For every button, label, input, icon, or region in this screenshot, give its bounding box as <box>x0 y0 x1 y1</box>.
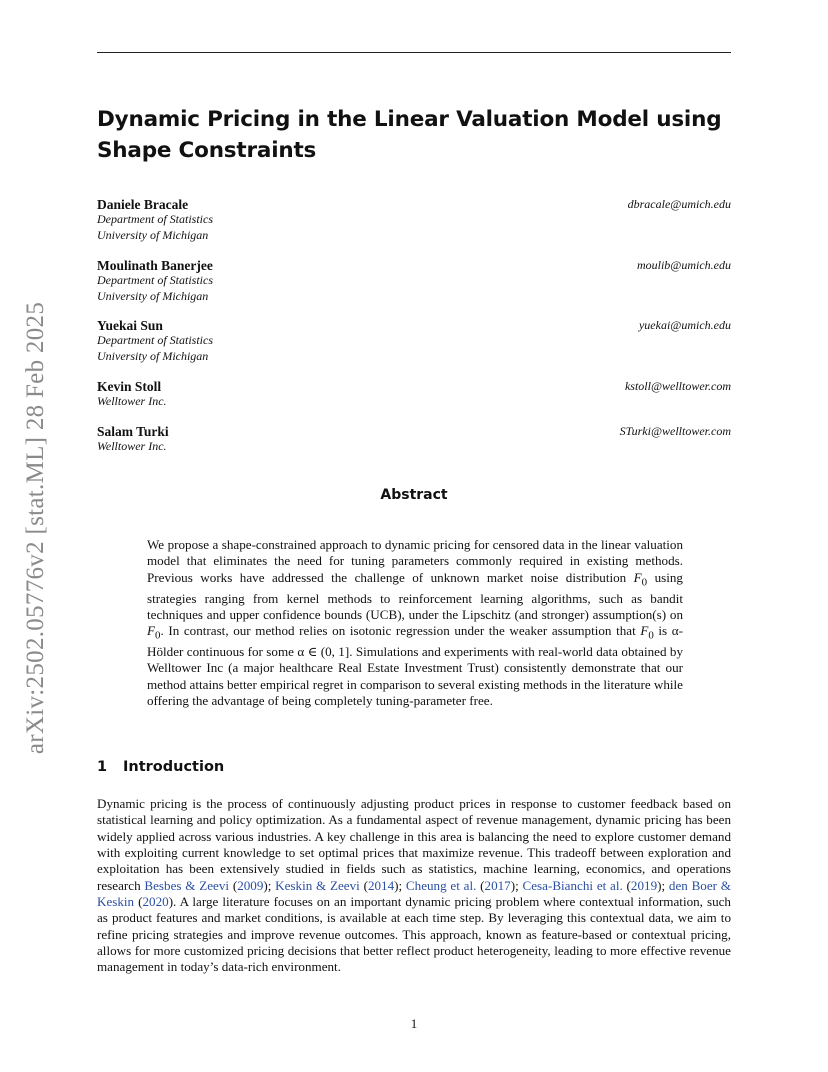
author-affiliation: University of Michigan <box>97 288 209 303</box>
math-symbol: F <box>147 623 155 639</box>
citation-link[interactable]: Cesa-Bianchi et al. <box>522 877 623 893</box>
author-entry <box>97 318 731 364</box>
arxiv-identifier[interactable]: arXiv:2502.05776v2 [stat.ML] 28 Feb 2025 <box>22 301 49 755</box>
author-email[interactable]: yuekai@umich.edu <box>638 318 731 332</box>
author-affiliation: Department of Statistics <box>97 333 213 347</box>
author-affiliation: University of Michigan <box>97 227 209 242</box>
citation-year-link[interactable]: 2019 <box>630 877 658 893</box>
math-symbol: F <box>640 623 649 639</box>
citation-year-link[interactable]: 2020 <box>142 894 169 910</box>
abstract-text-part: . In contrast, our method relies on isotonic regression under the weaker assumption that <box>160 623 641 639</box>
author-name: Moulinath Banerjee <box>97 258 213 273</box>
author-affiliation: Welltower Inc. <box>97 439 167 453</box>
author-affiliation: Department of Statistics <box>97 273 213 287</box>
abstract-text-part: is α-Hölder continuous for some α ∈ (0, 1]. Simulations and experiments with real-world data obtained by Welltower Inc (a major healthcare Real Estate Investment Trust) consistently demonstrate that our method attains better empirical regret in comparison to several existing methods in the literature while offering the advantage of being completely tuning-parameter free. <box>147 623 683 708</box>
abstract-heading: Abstract <box>380 487 448 503</box>
abstract-text-part: using strategies ranging from kernel methods to reinforcement learning algorithms, such as bandit techniques and upper confidence bounds (UCB), under the Lipschitz (and stronger) assumption(s) on <box>147 569 683 622</box>
math-symbol: F <box>633 569 642 585</box>
math-subscript: 0 <box>641 576 648 589</box>
abstract-text-part: We propose a shape-constrained approach to dynamic pricing for censored data in the linear valuation model that eliminates the need for tuning parameters commonly required in existing methods. Previous works have addressed the challenge of unknown market noise distribution <box>147 537 683 585</box>
paper-title: Dynamic Pricing in the Linear Valuation Model using Shape Constraints <box>97 107 722 163</box>
author-name: Daniele Bracale <box>97 197 189 212</box>
math-subscript: 0 <box>648 629 654 642</box>
section-heading <box>97 759 224 775</box>
author-name: Salam Turki <box>97 424 169 439</box>
author-affiliation: University of Michigan <box>97 348 209 363</box>
math-subscript: 0 <box>155 629 161 642</box>
author-affiliation: Department of Statistics <box>97 212 213 226</box>
author-email[interactable]: moulib@umich.edu <box>636 258 731 272</box>
author-email[interactable]: dbracale@umich.edu <box>627 197 731 211</box>
abstract-text <box>147 537 683 709</box>
author-email[interactable]: STurki@welltower.com <box>619 424 731 438</box>
citation-link[interactable]: Keskin & Zeevi <box>275 877 360 893</box>
author-entry <box>97 379 731 410</box>
citation-year-link[interactable]: 2014 <box>367 877 395 893</box>
author-name: Kevin Stoll <box>97 379 162 394</box>
author-entry <box>97 258 731 304</box>
citation-link[interactable]: Cheung et al. <box>405 877 477 893</box>
author-entry <box>97 424 731 455</box>
section-number: 1 <box>97 759 108 775</box>
author-entry <box>97 197 731 243</box>
citation-link[interactable]: den Boer & Keskin <box>97 877 731 910</box>
citation-link[interactable]: Besbes & Zeevi <box>144 877 230 893</box>
paragraph-text: A large literature focuses on an important dynamic pricing problem where contextual information, such as product features and market conditions, is available at each time step. By leveraging this contextual data, we aim to refine pricing strategies and improve revenue outcomes. This approach, known as feature-based or contextual pricing, allows for more customized pricing decisions that better reflect product heterogeneity, leading to more effective revenue management in today’s data-rich environment. <box>97 894 731 975</box>
header-rule <box>97 52 731 53</box>
section-title: Introduction <box>123 759 225 775</box>
page-number: 1 <box>410 1016 418 1031</box>
introduction-paragraph: Dynamic pricing is the process of continuously adjusting product prices in response to customer feedback based on statistical learning and policy optimization. As a fundamental aspect of revenue management, dynamic pricing has been widely applied across various industries. A key challenge in this area is balancing the need to explore customer demand with exploiting current knowledge to set optimal prices that maximize revenue. This tradeoff between exploration and exploitation has been extensively studied in fields such as statistics, machine learning, economics, and operations research Besbes & Zeevi (2009); Keskin & Zeevi (2014); Cheung et al. (2017); Cesa-Bianchi et al. (2019); den Boer & Keskin (2020). A large literature focuses on an important dynamic pricing problem where contextual information, such as product features and market conditions, is available at each time step. By leveraging this contextual data, we aim to refine pricing strategies and improve revenue outcomes. This approach, known as feature-based or contextual pricing, allows for more customized pricing decisions that better reflect product heterogeneity, leading to more effective revenue management in today’s data-rich environment. <box>97 796 731 975</box>
citation-year-link[interactable]: 2009 <box>237 877 264 893</box>
paragraph-text: Dynamic pricing is the process of continuously adjusting product prices in response to customer feedback based on statistical learning and policy optimization. As a fundamental aspect of revenue management, dynamic pricing has been widely applied across various industries. A key challenge in this area is balancing the need to explore customer demand with exploiting current knowledge to set optimal prices that maximize revenue. This tradeoff between exploration and exploitation has been extensively studied in fields such as statistics, machine learning, economics, and operations research <box>97 796 731 893</box>
author-email[interactable]: kstoll@welltower.com <box>624 379 731 393</box>
author-affiliation: Welltower Inc. <box>97 394 167 408</box>
author-name: Yuekai Sun <box>97 318 163 333</box>
citation-year-link[interactable]: 2017 <box>484 877 511 893</box>
